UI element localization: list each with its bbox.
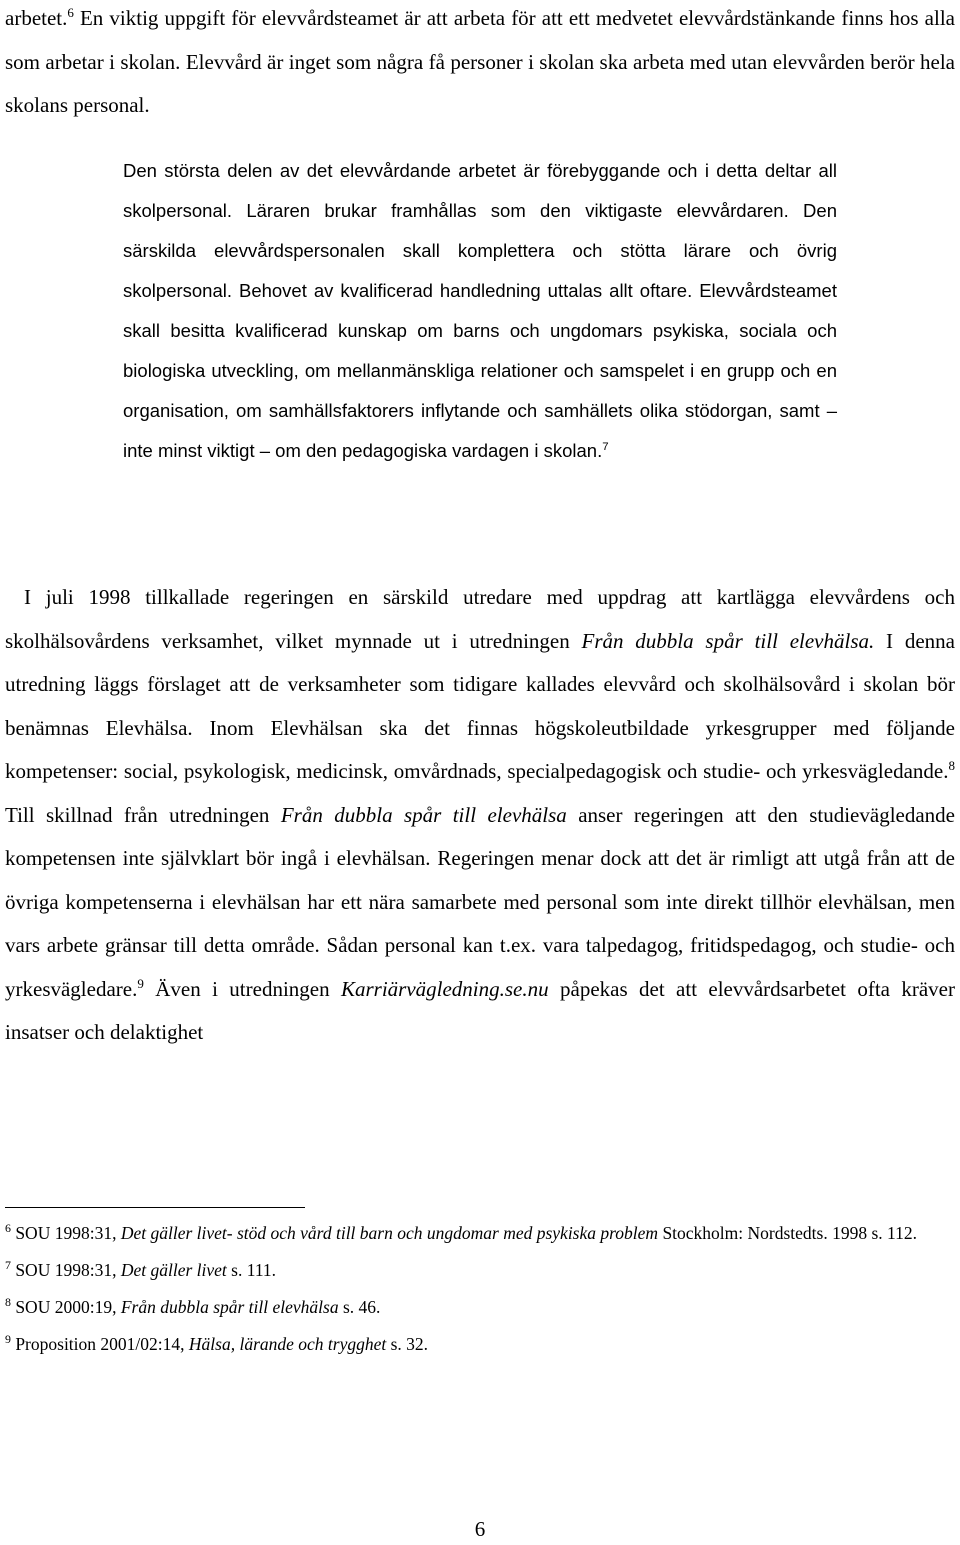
footnote-details: Stockholm: Nordstedts. 1998 s. 112. [658,1223,917,1243]
footnote-source: Proposition 2001/02:14, [10,1334,189,1354]
page-number: 6 [474,1517,486,1541]
footnote-number: 8 [5,1295,11,1310]
footnote-ref-7: 7 [602,440,609,453]
paragraph-2-part-3: Till skillnad från utredningen [5,802,281,827]
footnote-9 [5,1326,955,1363]
footnotes [5,1215,955,1363]
footnote-ref-6: 6 [67,5,74,20]
footnote-number: 6 [5,1221,11,1236]
footnote-source: SOU 1998:31, [10,1223,121,1243]
footnote-separator [5,1207,305,1208]
paragraph-1-end: En viktig uppgift för elevvårdsteamet är att arbeta för att ett medvetet elevvårdstänkande finns hos alla som arbetar i skolan. Elevvård är inget som några få personer i skolan ska arbeta med utan elevvården berör hela skolans personal. [5,6,955,117]
paragraph-1 [5,0,955,128]
footnote-number: 9 [5,1332,11,1347]
footnote-title: Det gäller livet [120,1260,227,1280]
block-quote-text: Den största delen av det elevvårdande arbetet är förebyggande och i detta deltar all skolpersonal. Läraren brukar framhållas som den viktigaste elevvårdaren. Den särskilda elevvårdspersonalen skall komplettera och stötta lärare och övrig skolpersonal. Behovet av kvalificerad handledning uttalas allt oftare. Elevvårdsteamet skall besitta kvalificerad kunskap om barns och ungdomars psykiska, sociala och biologiska utveckling, om mellanmänskliga relationer och samspelet i en grupp och en organisation, om samhällsfaktorers inflytande och samhällets olika stödorgan, samt – inte minst viktigt – om den pedagogiska vardagen i skolan. [123,160,837,461]
footnote-number: 7 [5,1258,11,1273]
paragraph-2-part-5: Även i utredningen [143,976,341,1001]
paragraph-2-part-2: I denna utredning läggs förslaget att de verksamheter som tidigare kallades elevvård och skolhälsovård i skolan bör benämnas Elevhälsa. Inom Elevhälsan ska det finnas högskoleutbildade yrkesgrupper med följande kompetenser: social, psykologisk, medicinsk, omvårdnads, specialpedagogisk och studie- och yrkesvägledande. [5,628,955,783]
block-quote [123,151,837,471]
report-title-italic-3: Karriärvägledning.se.nu [340,976,549,1001]
footnote-details: s. 46. [338,1297,381,1317]
paragraph-2 [5,576,955,1055]
footnote-source: SOU 2000:19, [10,1297,121,1317]
footnote-7 [5,1252,955,1289]
paragraph-1-start: arbetet. [5,6,68,30]
footnote-6 [5,1215,955,1252]
paragraph-2-part-6: påpekas det att elevvårdsarbetet ofta kräver insatser och delaktighet [5,976,955,1044]
report-title-italic-1: Från dubbla spår till elevhälsa. [581,628,875,653]
paragraph-2-part-1: I juli 1998 tillkallade regeringen en särskild utredare med uppdrag att kartlägga elevvårdens och skolhälsovårdens verksamhet, vilket mynnade ut i utredningen [5,585,955,653]
footnote-ref-8: 8 [948,758,955,773]
footnote-title: Från dubbla spår till elevhälsa [120,1297,339,1317]
footnote-source: SOU 1998:31, [10,1260,121,1280]
footnote-ref-9: 9 [137,975,144,991]
footnote-title: Det gäller livet- stöd och vård till barn och ungdomar med psykiska problem [120,1223,659,1243]
footnote-details: s. 111. [226,1260,277,1280]
report-title-italic-2: Från dubbla spår till elevhälsa [280,802,567,827]
footnote-8 [5,1289,955,1326]
footnote-details: s. 32. [386,1334,429,1354]
paragraph-2-part-4: anser regeringen att den studievägledande kompetensen inte självklart bör ingå i elevhälsan. Regeringen menar dock att det är rimligt att utgå från att de övriga kompetenserna i elevhälsan har ett nära samarbete med personal som inte direkt tillhör elevhälsan, men vars arbete gränsar till detta område. Sådan personal kan t.ex. vara talpedagog, fritidspedagog, och studie- och yrkesvägledare. [5,802,955,1001]
footnote-title: Hälsa, lärande och trygghet [188,1334,387,1354]
